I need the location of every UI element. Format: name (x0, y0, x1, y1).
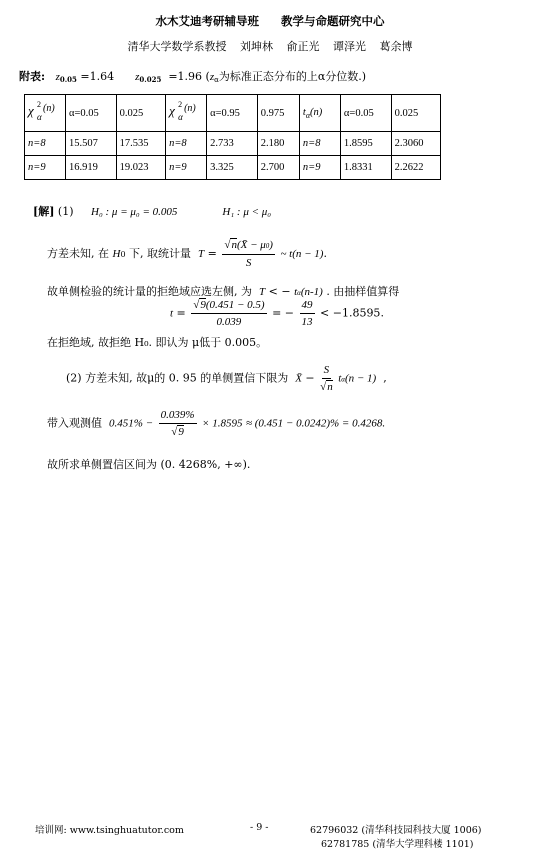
substitution-line: 带入观测值 0.451% − $\frac{0.039\%}{√9}$ × 1.8595 ≈ (0.451 − 0.0242)% = 0.4268. (47, 409, 386, 438)
author-line (0, 38, 540, 54)
table-cell: 16.919 (66, 156, 117, 180)
table-header-cell: 0.025 (116, 95, 165, 132)
table-cell: 1.8595 (340, 132, 391, 156)
table-header-cell: α=0.95 (207, 95, 258, 132)
table-header-cell: 0.025 (391, 95, 440, 132)
table-cell: 2.180 (257, 132, 299, 156)
author: 谭泽光 (333, 40, 366, 53)
table-cell: 17.535 (116, 132, 165, 156)
statistic-line: 方差未知, 在 H0 下, 取统计量 T = $\frac{√n(X̄ - \mu 0)}{S}$ ~ t(n − 1). (47, 239, 327, 269)
lower-bound-fraction: $\frac{S}{√n}$ (320, 364, 333, 393)
statistic-text-a: 方差未知, 在 (47, 247, 109, 260)
rejection-text-b: . 由抽样值算得 (326, 285, 400, 298)
table-row (25, 156, 441, 180)
t-value-compare: < −1.8595 (320, 306, 381, 320)
author: 葛余博 (379, 40, 413, 53)
institution: 清华大学数学系教授 (127, 40, 227, 53)
table-row (25, 132, 441, 156)
t-value-ratio: $\frac{49}{13}$ (301, 299, 313, 328)
solution-label: [解] (33, 205, 55, 218)
table-header-cell: 0.975 (257, 95, 299, 132)
table-cell: n=8 (299, 132, 340, 156)
t-value-fraction: $\frac{√9(0.451 - 0.5)}{0.039}$ (193, 299, 265, 328)
hypothesis-line (33, 203, 271, 219)
author: 刘坤林 (240, 40, 273, 53)
appendix-line: 附表: $z_{0.05} =1.64$ $z_{0.025} =1.96$ ($z_\alpha$为标准正态分布的上α分位数.) (19, 70, 367, 84)
author: 俞正光 (286, 40, 320, 53)
appendix-label: 附表: (19, 70, 46, 83)
statistic-text-b: 下, 取统计量 (129, 247, 192, 260)
conclusion-line: 在拒绝域, 故拒绝 H₀. 即认为 μ低于 0.005。 (47, 336, 268, 349)
null-hypothesis: H₀ : μ = μ₀ = 0.005 (91, 206, 178, 218)
part1-label: (1) (57, 205, 74, 218)
title-right: 教学与命题研究中心 (281, 14, 385, 28)
table-cell: 19.023 (116, 156, 165, 180)
table-cell: n=8 (25, 132, 66, 156)
document-title (0, 13, 540, 29)
footer-phone-1: 62796032 (清华科技园科技大厦 1006) (310, 825, 482, 836)
table-cell: 1.8331 (340, 156, 391, 180)
part2-text: (2) 方差未知, 故μ的 0. 95 的单侧置信下限为 (66, 371, 289, 385)
table-cell: 3.325 (207, 156, 258, 180)
table-header-row (25, 95, 441, 132)
t-value-formula: t = $\frac{√9(0.451 - 0.5)}{0.039}$ = − $\frac{49}{13}$ < −1.8595. (170, 299, 384, 328)
chi-square-symbol: χ 2 α (n) (25, 95, 66, 132)
rejection-line: 故单侧检验的统计量的拒绝域应选左侧, 为 T < − tα(n-1) . 由抽样值算得 (47, 285, 400, 298)
table-cell: 2.733 (207, 132, 258, 156)
title-left: 水木艾迪考研辅导班 (155, 14, 259, 28)
quantile-table (24, 94, 441, 180)
table-cell: 2.3060 (391, 132, 440, 156)
alt-hypothesis: H₁ : μ < μ₀ (222, 206, 272, 218)
t-statistic-fraction: $\frac{√n(X̄ - \mu 0)}{S}$ (224, 239, 273, 269)
table-cell: 2.2622 (391, 156, 440, 180)
table-cell: n=9 (166, 156, 207, 180)
part2-line: (2) 方差未知, 故μ的 0. 95 的单侧置信下限为 X̄ − $\frac{S}{√n}$ tα(n − 1) , (66, 364, 387, 393)
table-cell: n=8 (166, 132, 207, 156)
footer-phone-2: 62781785 (清华大学理科楼 1101) (321, 839, 474, 850)
final-answer: 故所求单侧置信区间为 (0. 4268%, +∞). (47, 458, 251, 471)
table-cell: n=9 (25, 156, 66, 180)
substitution-result: ≈ (0.451 − 0.0242)% = 0.4268. (245, 417, 386, 430)
substitution-fraction: $\frac{0.039\%}{√9}$ (160, 409, 195, 438)
table-header-cell: α=0.05 (66, 95, 117, 132)
appendix-note: 为标准正态分布的上α分位数.) (218, 70, 367, 83)
footer-site: 培训网: www.tsinghuatutor.com (35, 825, 184, 836)
page-number: - 9 - (250, 822, 269, 833)
table-cell: 2.700 (257, 156, 299, 180)
z005-value: =1.64 (80, 70, 115, 83)
t-symbol: $t_\alpha(n)$ (299, 95, 340, 132)
table-cell: n=9 (299, 156, 340, 180)
table-header-cell: α=0.05 (340, 95, 391, 132)
table-cell: 15.507 (66, 132, 117, 156)
chi-square-symbol: χ 2 α (n) (166, 95, 207, 132)
z0025-value: =1.96 (168, 70, 203, 83)
rejection-text: 故单侧检验的统计量的拒绝域应选左侧, 为 (47, 285, 252, 298)
substitution-label: 带入观测值 (47, 416, 102, 430)
